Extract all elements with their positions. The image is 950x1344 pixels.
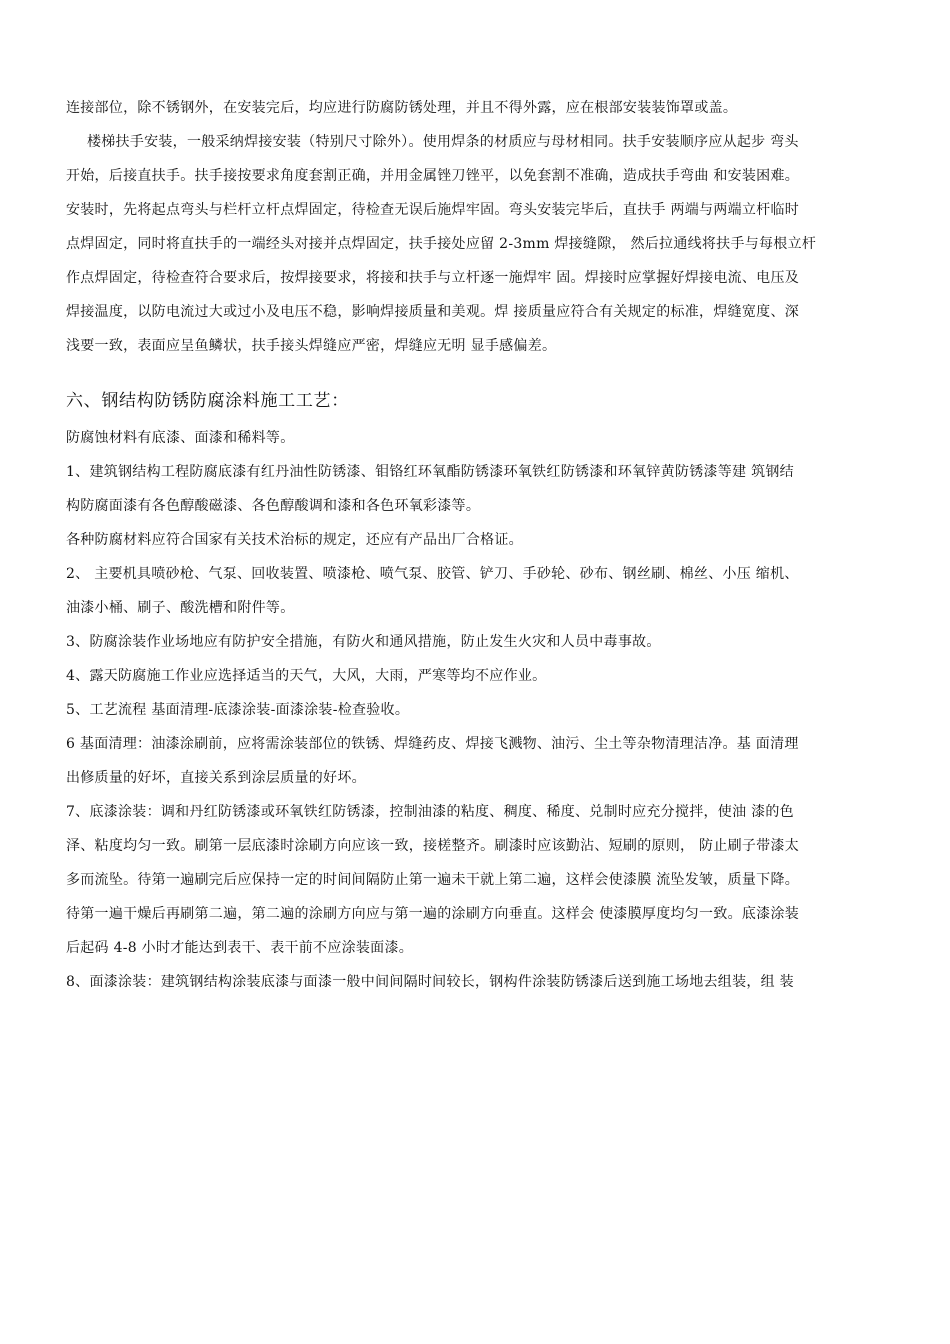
section-heading: 六、钢结构防锈防腐涂料施工工艺： [66, 391, 349, 411]
paragraph-line: 楼梯扶手安装，一般采纳焊接安装（特别尺寸除外）。使用焊条的材质应与母材相同。扶手安装顺序应从起步 弯头 [87, 134, 799, 150]
section-line: 7、底漆涂装：调和丹红防锈漆或环氧铁红防锈漆，控制油漆的粘度、稠度、稀度、兑制时应充分搅拌，使油 漆的色 [66, 804, 794, 820]
paragraph-line: 点焊固定，同时将直扶手的一端经头对接并点焊固定，扶手接处应留 2-3mm 焊接缝隙， 然后拉通线将扶手与每根立杆 [66, 236, 817, 252]
section-line: 2、 主要机具喷砂枪、气泵、回收装置、喷漆枪、喷气泵、胶管、铲刀、手砂轮、砂布、钢丝刷、棉丝、小压 缩机、 [66, 566, 799, 582]
section-line: 6 基面清理：油漆涂刷前，应将需涂装部位的铁锈、焊缝药皮、焊接飞溅物、油污、尘土等杂物清理洁净。基 面清理 [66, 736, 799, 752]
section-line: 多而流坠。待第一遍刷完后应保持一定的时间间隔防止第一遍未干就上第二遍，这样会使漆膜 流坠发皱，质量下降。 [66, 872, 800, 888]
paragraph-line: 开始，后接直扶手。扶手接按要求角度套割正确，并用金属锉刀锉平，以免套割不准确，造成扶手弯曲 和安装困难。 [66, 168, 800, 184]
section-line: 出修质量的好坏，直接关系到涂层质量的好坏。 [66, 770, 366, 786]
section-line: 3、防腐涂装作业场地应有防护安全措施，有防火和通风措施，防止发生火灾和人员中毒事故。 [66, 634, 661, 650]
section-line: 5、工艺流程 基面清理-底漆涂装-面漆涂装-检查验收。 [66, 702, 410, 718]
section-line: 1、建筑钢结构工程防腐底漆有红丹油性防锈漆、钼铬红环氧酯防锈漆环氧铁红防锈漆和环氧锌黄防锈漆等建 筑钢结 [66, 464, 794, 480]
section-line: 防腐蚀材料有底漆、面漆和稀料等。 [66, 430, 295, 446]
paragraph-line: 连接部位，除不锈钢外，在安装完后，均应进行防腐防锈处理，并且不得外露，应在根部安装装饰罩或盖。 [66, 100, 738, 116]
section-line: 4、露天防腐施工作业应选择适当的天气，大风，大雨，严寒等均不应作业。 [66, 668, 547, 684]
section-line: 8、面漆涂装：建筑钢结构涂装底漆与面漆一般中间间隔时间较长，钢构件涂装防锈漆后送到施工场地去组装，组 装 [66, 974, 794, 990]
section-line: 构防腐面漆有各色醇酸磁漆、各色醇酸调和漆和各色环氧彩漆等。 [66, 498, 481, 514]
paragraph-line: 安装时，先将起点弯头与栏杆立杆点焊固定，待检查无误后施焊牢固。弯头安装完毕后，直扶手 两端与两端立杆临时 [66, 202, 800, 218]
section-line: 泽、粘度均匀一致。刷第一层底漆时涂刷方向应该一致，接槎整齐。刷漆时应该勤沾、短刷的原则， 防止刷子带漆太 [66, 838, 800, 854]
section-line: 油漆小桶、刷子、酸洗槽和附件等。 [66, 600, 295, 616]
section-line: 待第一遍干燥后再刷第二遍，第二遍的涂刷方向应与第一遍的涂刷方向垂直。这样会 使漆膜厚度均匀一致。底漆涂装 [66, 906, 800, 922]
paragraph-line: 作点焊固定，待检查符合要求后，按焊接要求，将接和扶手与立杆逐一施焊牢 固。焊接时应掌握好焊接电流、电压及 [66, 270, 800, 286]
section-line: 各种防腐材料应符合国家有关技术治标的规定，还应有产品出厂合格证。 [66, 532, 523, 548]
paragraph-line: 浅要一致，表面应呈鱼鳞状，扶手接头焊缝应严密，焊缝应无明 显手感偏差。 [66, 338, 557, 354]
document-body [66, 99, 892, 1007]
section-spacer [66, 371, 892, 390]
section-line: 后起码 4-8 小时才能达到表干、表干前不应涂装面漆。 [66, 940, 414, 956]
paragraph-line: 焊接温度，以防电流过大或过小及电压不稳，影响焊接质量和美观。焊 接质量应符合有关规定的标准，焊缝宽度、深 [66, 304, 800, 320]
